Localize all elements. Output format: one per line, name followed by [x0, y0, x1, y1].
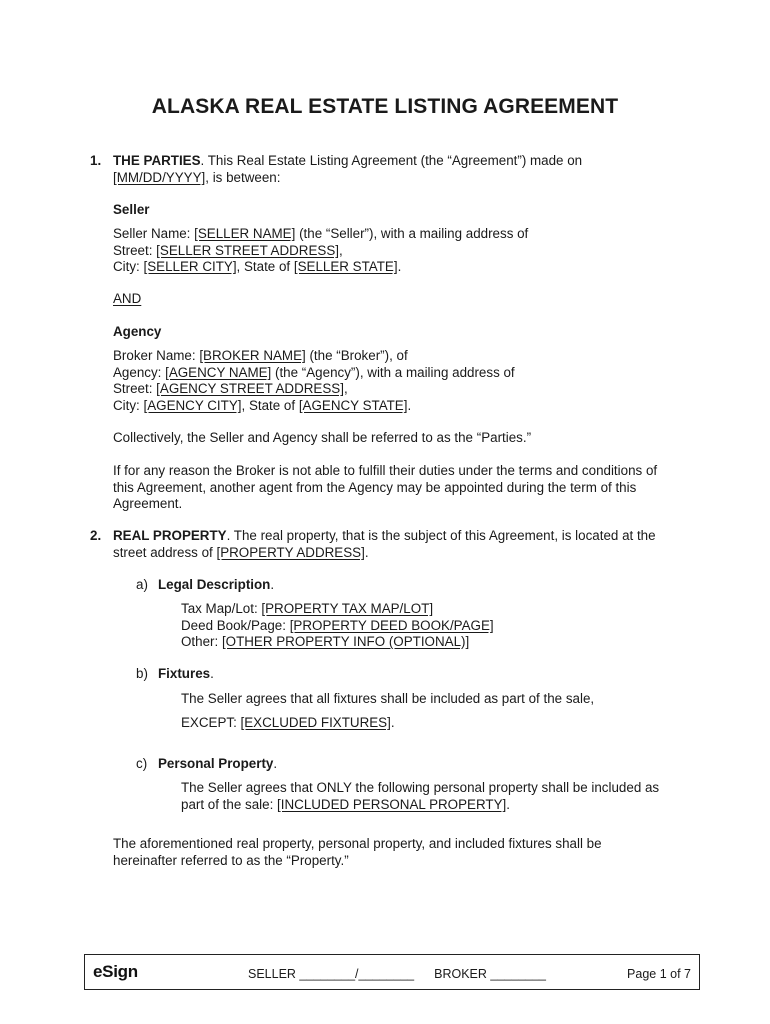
section-2-heading: REAL PROPERTY: [113, 528, 227, 543]
page-footer: [84, 954, 700, 990]
seller-name-text: (the “Seller”), with a mailing address of: [295, 226, 529, 241]
seller-city-label: City:: [113, 259, 144, 274]
seller-street-label: Street:: [113, 242, 157, 258]
personal-property-text: [181, 780, 659, 813]
comma: ,: [343, 381, 348, 396]
period: .: [397, 259, 402, 274]
document-title: ALASKA REAL ESTATE LISTING AGREEMENT: [151, 95, 619, 118]
seller-name-label: Seller Name:: [113, 226, 195, 241]
period: .: [270, 577, 275, 592]
fixtures-except: [181, 715, 395, 732]
included-personal-property-field[interactable]: [INCLUDED PERSONAL PROPERTY]: [277, 796, 507, 812]
paragraph-line: part of the sale:: [181, 796, 278, 812]
other-info-label: Other:: [181, 634, 222, 649]
agency-text: (the “Agency”), with a mailing address of: [271, 364, 515, 380]
paragraph-line: this Agreement, another agent from the Agency may be appointed during the term of this: [113, 479, 637, 495]
agency-street-field[interactable]: [AGENCY STREET ADDRESS]: [156, 381, 344, 396]
subsection-b-marker: b): [136, 666, 148, 681]
subsection-a-title: [158, 577, 274, 594]
deed-book-field[interactable]: [PROPERTY DEED BOOK/PAGE]: [289, 617, 494, 633]
esign-logo: eSign: [93, 962, 138, 981]
excluded-fixtures-field[interactable]: [EXCLUDED FIXTURES]: [240, 715, 391, 730]
tax-map-label: Tax Map/Lot:: [181, 601, 262, 616]
subsection-a-marker: a): [136, 577, 148, 592]
seller-state-field[interactable]: [SELLER STATE]: [293, 259, 398, 274]
broker-name-field[interactable]: [BROKER NAME]: [199, 348, 306, 363]
agency-heading: Agency: [113, 324, 162, 339]
section-1-heading: THE PARTIES: [113, 153, 201, 168]
broker-initials-field[interactable]: BROKER ________: [434, 967, 547, 981]
seller-name-field[interactable]: [SELLER NAME]: [194, 226, 296, 241]
paragraph-line: hereinafter referred to as the “Property.”: [113, 852, 349, 868]
section-2-text: . The real property, that is the subject of this Agreement, is located at the: [226, 528, 656, 543]
section-1-intro: [113, 153, 582, 186]
period: .: [364, 544, 369, 560]
seller-heading: Seller: [113, 202, 150, 217]
signature-initials: [248, 966, 546, 983]
seller-city-field[interactable]: [SELLER CITY]: [143, 259, 237, 274]
subsection-c-marker: c): [136, 756, 148, 771]
except-label: EXCEPT:: [181, 715, 241, 730]
broker-label: Broker Name:: [113, 348, 200, 363]
seller-initials-field[interactable]: SELLER ________/________: [248, 967, 415, 981]
property-address-field[interactable]: [PROPERTY ADDRESS]: [216, 544, 365, 560]
period: .: [210, 666, 214, 681]
seller-state-label: , State of: [236, 259, 294, 274]
subsection-b-title: [158, 666, 214, 683]
legal-description-heading: Legal Description: [158, 577, 271, 592]
paragraph-line: Agreement.: [113, 496, 183, 511]
section-2-text-2: street address of: [113, 544, 217, 560]
agency-street-label: Street:: [113, 381, 157, 396]
personal-property-heading: Personal Property: [158, 756, 274, 771]
broker-text: (the “Broker”), of: [305, 348, 408, 363]
collectively-paragraph: Collectively, the Seller and Agency shall be referred to as the “Parties.”: [113, 430, 532, 445]
tax-map-field[interactable]: [PROPERTY TAX MAP/LOT]: [261, 601, 434, 616]
page-number: Page 1 of 7: [627, 967, 691, 981]
fixtures-text: The Seller agrees that all fixtures shall be included as part of the sale,: [181, 691, 595, 706]
section-1-number: 1.: [90, 153, 102, 168]
agency-block: [113, 348, 515, 414]
seller-street-field[interactable]: [SELLER STREET ADDRESS]: [156, 242, 339, 258]
agency-name-field[interactable]: [AGENCY NAME]: [165, 364, 272, 380]
deed-book-label: Deed Book/Page:: [181, 617, 290, 633]
paragraph-line: If for any reason the Broker is not able to fulfill their duties under the terms and conditions of: [113, 463, 658, 478]
seller-block: [113, 226, 528, 276]
period: .: [506, 796, 510, 812]
period: .: [407, 397, 412, 413]
legal-description-block: [181, 601, 494, 651]
section-1-text-2: , is between:: [205, 169, 281, 185]
subsection-c-title: [158, 756, 277, 773]
paragraph-line: The aforementioned real property, personal property, and included fixtures shall be: [113, 836, 602, 851]
substitute-agent-paragraph: [113, 463, 657, 513]
agency-state-label: , State of: [241, 397, 299, 413]
section-2-number: 2.: [90, 528, 102, 543]
and-separator: AND: [113, 291, 142, 306]
comma: ,: [339, 242, 343, 258]
agreement-date-field[interactable]: [MM/DD/YYYY]: [113, 169, 206, 185]
agency-city-field[interactable]: [AGENCY CITY]: [143, 397, 242, 413]
agency-label: Agency:: [113, 364, 166, 380]
period: .: [273, 756, 278, 771]
section-2-intro: [113, 528, 656, 561]
agency-state-field[interactable]: [AGENCY STATE]: [298, 397, 408, 413]
agency-city-label: City:: [113, 397, 144, 413]
section-1-text: . This Real Estate Listing Agreement (the “Agreement”) made on: [200, 153, 583, 168]
other-info-field[interactable]: [OTHER PROPERTY INFO (OPTIONAL)]: [221, 634, 470, 649]
period: .: [390, 715, 395, 730]
paragraph-line: The Seller agrees that ONLY the following personal property shall be included as: [181, 780, 660, 795]
property-definition-paragraph: [113, 836, 602, 869]
fixtures-heading: Fixtures: [158, 666, 211, 681]
